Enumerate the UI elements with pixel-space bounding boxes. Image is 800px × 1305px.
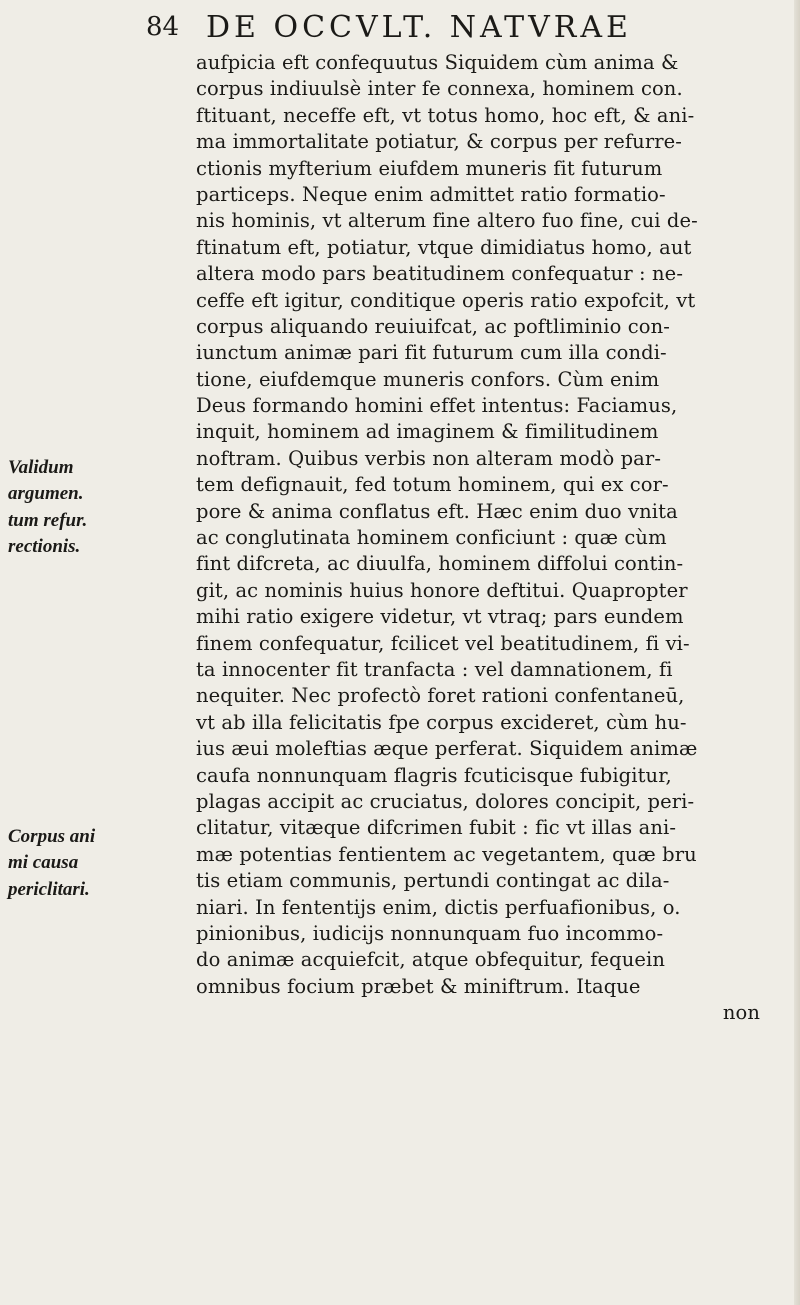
text-line: caufa nonnunquam flagris fcuticisque fubigitur, xyxy=(196,763,672,787)
text-line: pinionibus, iudicijs nonnunquam fuo incommo- xyxy=(196,921,664,945)
page-edge xyxy=(794,0,800,1305)
text-line: tione, eiufdemque muneris confors. Cùm enim xyxy=(196,367,660,391)
text-line: noftram. Quibus verbis non alteram modò par- xyxy=(196,446,662,470)
text-line: Deus formando homini effet intentus: Faciamus, xyxy=(196,394,678,418)
text-line: ctionis myfterium eiufdem muneris fit futurum xyxy=(196,156,663,180)
text-line: mæ potentias fentientem ac vegetantem, quæ bru xyxy=(196,842,697,866)
text-line: ac conglutinata hominem conficiunt : quæ cùm xyxy=(196,526,667,550)
margin-note-resurrection xyxy=(8,455,193,561)
text-line: iunctum animæ pari fit futurum cum illa condi- xyxy=(196,341,667,365)
page-header xyxy=(146,10,796,46)
text-line: nis hominis, vt alterum fine altero fuo fine, cui de- xyxy=(196,209,698,233)
page-number: 84 xyxy=(146,12,180,42)
main-text-block xyxy=(196,50,780,1026)
text-line: aufpicia eft confequutus Siquidem cùm anima & xyxy=(196,51,679,74)
text-line: ftituant, neceffe eft, vt totus homo, hoc eft, & ani- xyxy=(196,103,695,127)
text-line: ceffe eft igitur, conditique operis ratio expofcit, vt xyxy=(196,288,696,312)
text-line: ma immortalitate potiatur, & corpus per refurre- xyxy=(196,130,682,154)
text-line: nequiter. Nec profectò foret rationi confentaneū, xyxy=(196,684,685,708)
text-line: pore & anima conflatus eft. Hæc enim duo vnita xyxy=(196,499,678,523)
margin-note-body-peril xyxy=(8,824,193,903)
running-title: DE OCCVLT. NATVRAE xyxy=(206,10,632,45)
text-line: inquit, hominem ad imaginem & fimilitudinem xyxy=(196,420,659,444)
text-line: mihi ratio exigere videtur, vt vtraq; pars eundem xyxy=(196,605,684,629)
text-line: ftinatum eft, potiatur, vtque dimidiatus homo, aut xyxy=(196,235,692,259)
text-line: do animæ acquiefcit, atque obfequitur, fequein xyxy=(196,948,666,972)
text-line: altera modo pars beatitudinem confequatur : ne- xyxy=(196,262,684,286)
margin-note-line: tum refur. xyxy=(8,509,88,531)
catchword: non xyxy=(722,1001,760,1025)
text-line: git, ac nominis huius honore deftitui. Quapropter xyxy=(196,578,688,602)
margin-note-line: periclitari. xyxy=(8,878,90,900)
text-line: plagas accipit ac cruciatus, dolores concipit, peri- xyxy=(196,789,695,813)
text-line: ta innocenter fit tranfacta : vel damnationem, fi xyxy=(196,657,673,681)
text-line: niari. In fententijs enim, dictis perfuafionibus, o. xyxy=(196,895,681,919)
margin-note-line: Corpus ani xyxy=(8,826,96,847)
margin-note-line: Validum xyxy=(8,457,74,478)
text-line: corpus aliquando reuiuifcat, ac poftliminio con- xyxy=(196,314,670,338)
text-line: corpus indiuulsè inter fe connexa, hominem con. xyxy=(196,77,683,101)
text-line: omnibus focium præbet & miniftrum. Itaque xyxy=(196,974,641,998)
text-line: clitatur, vitæque difcrimen fubit : fic vt illas ani- xyxy=(196,816,677,840)
text-line: particeps. Neque enim admittet ratio formatio- xyxy=(196,182,666,206)
margin-note-line: rectionis. xyxy=(8,536,81,558)
text-line: finem confequatur, fcilicet vel beatitudinem, fi vi- xyxy=(196,631,690,655)
text-line: tis etiam communis, pertundi contingat ac dila- xyxy=(196,869,670,893)
margin-note-line: mi causa xyxy=(8,852,79,874)
margin-note-line: argumen. xyxy=(8,483,84,505)
text-line: vt ab illa felicitatis fpe corpus excideret, cùm hu- xyxy=(196,710,687,734)
text-line: fint difcreta, ac diuulfa, hominem diffolui contin- xyxy=(196,552,684,576)
text-line: tem defignauit, fed totum hominem, qui ex cor- xyxy=(196,473,669,497)
text-line: ius æui moleftias æque perferat. Siquidem animæ xyxy=(196,737,698,761)
